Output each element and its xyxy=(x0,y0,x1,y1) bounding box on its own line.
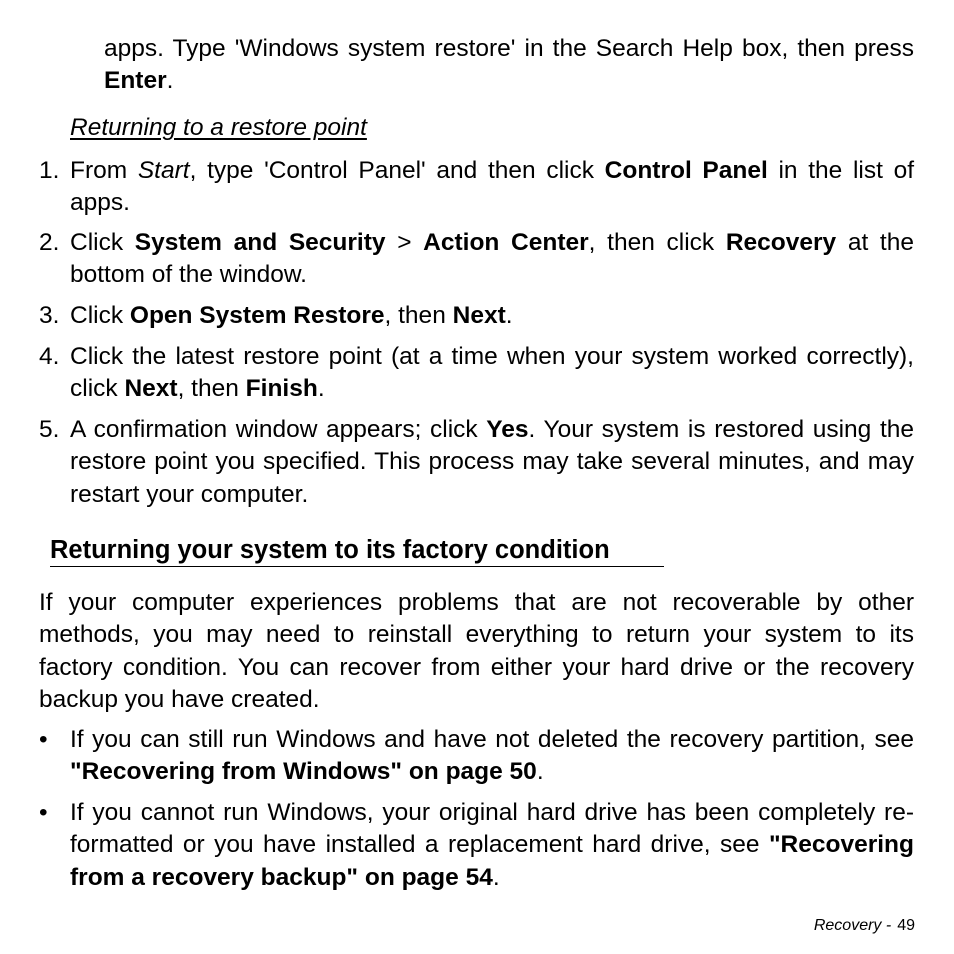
bullet-text: . xyxy=(536,758,544,786)
page-number: 49 xyxy=(897,917,915,934)
intro-paragraph xyxy=(104,33,914,98)
step-2 xyxy=(39,227,914,292)
step-text: . xyxy=(317,375,325,403)
step-text: in the list of apps. xyxy=(70,157,915,217)
step-5 xyxy=(39,414,914,511)
step-bold: Control Panel xyxy=(604,157,768,184)
step-text: Click the latest restore point (at a time when your system worked correctly), click xyxy=(70,343,914,403)
step-text: Click xyxy=(70,229,135,256)
step-3 xyxy=(39,300,914,332)
step-text: , then xyxy=(177,375,246,403)
intro-text-end: . xyxy=(166,67,174,95)
step-text: A confirmation window appears; click xyxy=(70,416,487,443)
section-paragraph: If your computer experiences problems that are not recoverable by other methods, you may need to reinstall everything to return your system to its factory condition. You can recover from either your hard drive or the recovery backup you have created. xyxy=(39,589,914,714)
bullet-text: . xyxy=(492,863,500,891)
bullet-item-1 xyxy=(39,724,914,789)
step-text: , then click xyxy=(588,229,726,256)
step-bold: Next xyxy=(124,375,178,403)
step-bold: Next xyxy=(452,302,506,329)
section-heading: Returning your system to its factory condition xyxy=(50,536,664,567)
intro-text: apps. Type 'Windows system restore' in the Search Help box, then press xyxy=(104,35,914,62)
step-text: , then xyxy=(384,302,453,329)
step-text: . xyxy=(505,302,513,329)
bullet-text: If you cannot run Windows, your original hard drive has been completely re-formatted or you have installed a replacement hard drive, see xyxy=(70,799,914,859)
cross-reference-link[interactable]: "Recovering from Windows" on page 50 xyxy=(70,758,537,786)
step-text: > xyxy=(385,229,424,256)
step-bold: Recovery xyxy=(725,229,837,256)
bullet-text: If you can still run Windows and have not deleted the recovery partition, see xyxy=(70,726,914,753)
step-italic: Start xyxy=(137,157,190,184)
step-text: From xyxy=(70,157,138,184)
bullet-marker: • xyxy=(39,799,48,826)
step-number: 2. xyxy=(39,229,60,256)
step-bold: Finish xyxy=(245,375,318,403)
step-1 xyxy=(39,155,914,220)
intro-bold: Enter xyxy=(104,67,167,95)
cross-reference-link[interactable]: "Recovering from a recovery backup" on page 54 xyxy=(70,831,914,891)
step-number: 3. xyxy=(39,302,60,329)
step-bold: Yes xyxy=(486,416,529,443)
step-bold: System and Security xyxy=(134,229,386,256)
subheading: Returning to a restore point xyxy=(70,114,367,141)
bullet-marker: • xyxy=(39,726,48,753)
step-text: at the bottom of the window. xyxy=(70,229,914,289)
footer-section: Recovery - xyxy=(813,917,892,934)
step-bold: Action Center xyxy=(423,229,589,256)
bullet-item-2 xyxy=(39,797,914,894)
step-text: Click xyxy=(70,302,130,329)
step-text: . Your system is restored using the restore point you specified. This process may take several minutes, and may restart your computer. xyxy=(70,416,914,508)
step-number: 1. xyxy=(39,157,60,184)
step-number: 4. xyxy=(39,343,60,370)
step-text: , type 'Control Panel' and then click xyxy=(189,157,605,184)
step-4 xyxy=(39,341,914,406)
page-footer xyxy=(814,917,915,935)
step-number: 5. xyxy=(39,416,60,443)
step-bold: Open System Restore xyxy=(129,302,385,329)
